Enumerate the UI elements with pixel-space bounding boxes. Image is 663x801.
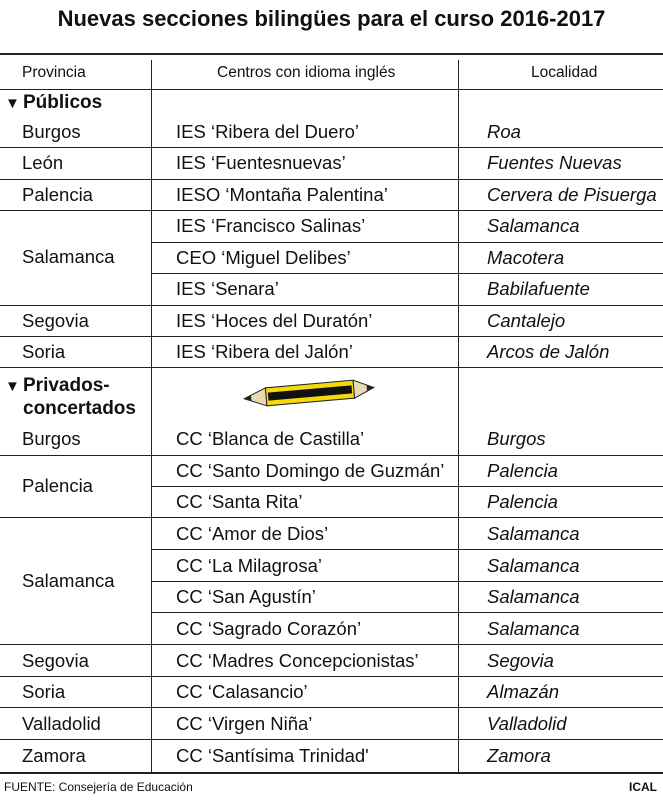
header-centros: Centros con idioma inglés: [217, 64, 396, 81]
cell-localidad: Burgos: [487, 428, 546, 449]
cell-localidad: Zamora: [487, 745, 551, 766]
row-rule: [0, 367, 663, 368]
cell-localidad: Palencia: [487, 460, 558, 481]
cell-provincia: Burgos: [22, 428, 81, 449]
cell-localidad: Almazán: [487, 681, 559, 702]
cell-provincia: Palencia: [22, 475, 93, 496]
header-provincia: Provincia: [22, 64, 86, 81]
row-rule: [0, 676, 663, 677]
row-rule: [152, 612, 663, 613]
cell-localidad: Salamanca: [487, 523, 580, 544]
cell-localidad: Fuentes Nuevas: [487, 152, 622, 173]
row-rule: [0, 210, 663, 211]
cell-centro: IES ‘Fuentesnuevas’: [176, 152, 346, 173]
cell-centro: IES ‘Ribera del Duero’: [176, 121, 360, 142]
header-rule: [0, 89, 663, 90]
cell-centro: CC ‘Santa Rita’: [176, 491, 303, 512]
source-note: FUENTE: Consejería de Educación: [4, 780, 193, 794]
credit-label: ICAL: [629, 780, 657, 794]
cell-centro: CC ‘La Milagrosa’: [176, 555, 322, 576]
cell-centro: CEO ‘Miguel Delibes’: [176, 247, 351, 268]
cell-provincia: Salamanca: [22, 570, 115, 591]
cell-centro: IES ‘Hoces del Duratón’: [176, 310, 373, 331]
section-label: Públicos: [23, 92, 103, 113]
cell-centro: CC ‘Virgen Niña’: [176, 713, 313, 734]
cell-provincia: León: [22, 152, 64, 173]
cell-provincia: Palencia: [22, 184, 93, 205]
top-rule: [0, 53, 663, 55]
cell-centro: IES ‘Ribera del Jalón’: [176, 341, 353, 362]
row-rule: [0, 707, 663, 708]
cell-localidad: Segovia: [487, 650, 554, 671]
row-rule: [152, 581, 663, 582]
row-rule: [0, 644, 663, 645]
cell-localidad: Arcos de Jalón: [487, 341, 610, 362]
pencil-icon: [240, 376, 380, 410]
cell-provincia: Zamora: [22, 745, 86, 766]
cell-localidad: Cervera de Pisuerga: [487, 184, 657, 205]
bottom-rule: [0, 772, 663, 774]
row-rule: [152, 273, 663, 274]
cell-centro: CC ‘Sagrado Corazón’: [176, 618, 362, 639]
row-rule: [152, 242, 663, 243]
row-rule: [0, 147, 663, 148]
column-divider-2: [458, 60, 459, 772]
header-localidad: Localidad: [531, 64, 598, 81]
section-privados: [5, 375, 136, 420]
cell-localidad: Salamanca: [487, 215, 580, 236]
cell-localidad: Babilafuente: [487, 278, 590, 299]
cell-localidad: Roa: [487, 121, 521, 142]
section-label-line1: Privados-: [23, 375, 110, 396]
cell-centro: CC ‘San Agustín’: [176, 586, 316, 607]
section-publicos: [5, 92, 102, 115]
cell-localidad: Salamanca: [487, 555, 580, 576]
triangle-down-icon: ▼: [5, 95, 20, 112]
cell-centro: CC ‘Amor de Dios’: [176, 523, 329, 544]
cell-provincia: Salamanca: [22, 246, 115, 267]
cell-localidad: Salamanca: [487, 618, 580, 639]
cell-centro: CC ‘Santo Domingo de Guzmán’: [176, 460, 445, 481]
cell-provincia: Burgos: [22, 121, 81, 142]
row-rule: [152, 549, 663, 550]
cell-provincia: Segovia: [22, 650, 89, 671]
cell-centro: IES ‘Francisco Salinas’: [176, 215, 366, 236]
cell-centro: CC ‘Santísima Trinidad': [176, 745, 369, 766]
page-title: Nuevas secciones bilingües para el curso 2016-2017: [57, 6, 606, 31]
cell-centro: CC ‘Calasancio’: [176, 681, 308, 702]
row-rule: [152, 486, 663, 487]
triangle-down-icon: ▼: [5, 378, 20, 395]
cell-centro: IES ‘Senara’: [176, 278, 279, 299]
row-rule: [0, 305, 663, 306]
column-divider-1: [151, 60, 152, 772]
section-label-line2: concertados: [23, 398, 136, 419]
cell-provincia: Soria: [22, 681, 66, 702]
row-rule: [0, 517, 663, 518]
cell-localidad: Valladolid: [487, 713, 567, 734]
cell-provincia: Segovia: [22, 310, 89, 331]
row-rule: [0, 179, 663, 180]
cell-centro: CC ‘Madres Concepcionistas’: [176, 650, 419, 671]
cell-centro: IESO ‘Montaña Palentina’: [176, 184, 388, 205]
cell-provincia: Valladolid: [22, 713, 101, 734]
row-rule: [0, 336, 663, 337]
cell-centro: CC ‘Blanca de Castilla’: [176, 428, 365, 449]
cell-localidad: Cantalejo: [487, 310, 566, 331]
cell-localidad: Salamanca: [487, 586, 580, 607]
row-rule: [0, 739, 663, 740]
row-rule: [0, 455, 663, 456]
cell-localidad: Palencia: [487, 491, 558, 512]
cell-localidad: Macotera: [487, 247, 565, 268]
cell-provincia: Soria: [22, 341, 66, 362]
